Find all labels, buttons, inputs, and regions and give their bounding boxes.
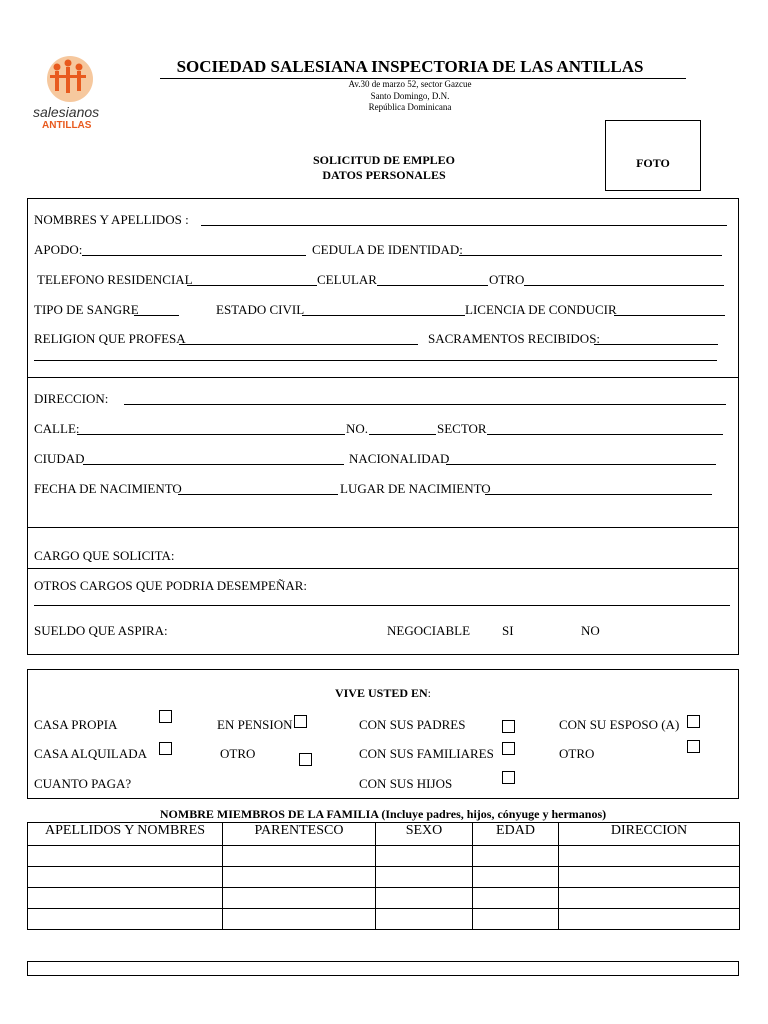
job-divider bbox=[27, 568, 739, 569]
table-cell[interactable] bbox=[473, 888, 559, 909]
table-cell[interactable] bbox=[223, 909, 376, 930]
address-line-3: República Dominicana bbox=[368, 102, 452, 112]
no-field[interactable] bbox=[369, 434, 436, 435]
col-apellidos-nombres: APELLIDOS Y NOMBRES bbox=[28, 823, 223, 846]
table-cell[interactable] bbox=[376, 867, 473, 888]
sangre-label: TIPO DE SANGRE bbox=[34, 302, 139, 317]
table-cell[interactable] bbox=[223, 846, 376, 867]
col-direccion: DIRECCION bbox=[559, 823, 740, 846]
con-hijos-checkbox[interactable] bbox=[502, 771, 515, 784]
otro-1-checkbox[interactable] bbox=[299, 753, 312, 766]
housing-title-text: VIVE USTED EN bbox=[334, 686, 428, 700]
logo bbox=[30, 55, 110, 135]
lugar-nacimiento-label: LUGAR DE NACIMIENTO bbox=[340, 481, 491, 496]
direccion-label: DIRECCION: bbox=[34, 391, 109, 406]
bottom-strip bbox=[27, 961, 739, 976]
logo-wordmark: salesianos bbox=[33, 104, 100, 120]
fecha-nacimiento-label: FECHA DE NACIMIENTO bbox=[34, 481, 182, 496]
con-esposo-checkbox[interactable] bbox=[687, 715, 700, 728]
cedula-field[interactable] bbox=[459, 255, 722, 256]
salesianos-logo-icon bbox=[30, 55, 110, 105]
en-pension-checkbox[interactable] bbox=[294, 715, 307, 728]
calle-label: CALLE: bbox=[34, 421, 80, 436]
otro-field[interactable] bbox=[524, 285, 724, 286]
table-cell[interactable] bbox=[376, 846, 473, 867]
sector-label: SECTOR bbox=[437, 421, 487, 436]
casa-propia-checkbox[interactable] bbox=[159, 710, 172, 723]
form-subtitle: DATOS PERSONALES bbox=[322, 168, 446, 182]
no-option[interactable]: NO bbox=[581, 623, 600, 638]
cedula-label: CEDULA DE IDENTIDAD: bbox=[312, 242, 463, 257]
address-line-1: Av.30 de marzo 52, sector Gazcue bbox=[348, 79, 472, 89]
apodo-field[interactable] bbox=[82, 255, 306, 256]
con-familiares-checkbox[interactable] bbox=[502, 742, 515, 755]
nombres-field[interactable] bbox=[201, 225, 727, 226]
casa-propia-label: CASA PROPIA bbox=[34, 717, 118, 732]
table-cell[interactable] bbox=[559, 846, 740, 867]
estado-civil-label: ESTADO CIVIL bbox=[216, 302, 305, 317]
telefono-field[interactable] bbox=[187, 285, 317, 286]
nacionalidad-field[interactable] bbox=[446, 464, 716, 465]
no-label: NO. bbox=[346, 421, 369, 436]
religion-label: RELIGION QUE PROFESA bbox=[34, 331, 186, 346]
telefono-label: TELEFONO RESIDENCIAL bbox=[37, 272, 193, 287]
otro-2-label: OTRO bbox=[559, 746, 595, 761]
fecha-nacimiento-field[interactable] bbox=[178, 494, 338, 495]
table-cell[interactable] bbox=[473, 909, 559, 930]
family-table bbox=[27, 822, 740, 930]
otro-label: OTRO bbox=[489, 272, 525, 287]
otro-1-label: OTRO bbox=[220, 746, 256, 761]
table-cell[interactable] bbox=[376, 888, 473, 909]
nacionalidad-label: NACIONALIDAD bbox=[349, 451, 450, 466]
si-option[interactable]: SI bbox=[502, 623, 514, 638]
lugar-nacimiento-field[interactable] bbox=[485, 494, 712, 495]
otros-cargos-label: OTROS CARGOS QUE PODRIA DESEMPEÑAR: bbox=[34, 578, 308, 593]
table-cell[interactable] bbox=[559, 867, 740, 888]
celular-label: CELULAR bbox=[317, 272, 377, 287]
licencia-field[interactable] bbox=[614, 315, 725, 316]
direccion-field[interactable] bbox=[124, 404, 726, 405]
table-cell[interactable] bbox=[223, 888, 376, 909]
address-line-2: Santo Domingo, D.N. bbox=[370, 91, 450, 101]
table-cell[interactable] bbox=[223, 867, 376, 888]
calle-field[interactable] bbox=[77, 434, 345, 435]
table-cell[interactable] bbox=[473, 867, 559, 888]
col-parentesco: PARENTESCO bbox=[223, 823, 376, 846]
otros-cargos-field[interactable] bbox=[34, 605, 730, 606]
table-cell[interactable] bbox=[28, 846, 223, 867]
table-cell[interactable] bbox=[28, 888, 223, 909]
casa-alquilada-checkbox[interactable] bbox=[159, 742, 172, 755]
housing-title bbox=[27, 686, 739, 700]
cuanto-paga-label: CUANTO PAGA? bbox=[34, 776, 132, 791]
en-pension-label: EN PENSION bbox=[217, 717, 293, 732]
col-sexo: SEXO bbox=[376, 823, 473, 846]
table-cell[interactable] bbox=[376, 909, 473, 930]
table-row bbox=[28, 888, 740, 909]
ciudad-field[interactable] bbox=[83, 464, 344, 465]
table-cell[interactable] bbox=[559, 888, 740, 909]
celular-field[interactable] bbox=[377, 285, 488, 286]
casa-alquilada-label: CASA ALQUILADA bbox=[34, 746, 148, 761]
con-hijos-label: CON SUS HIJOS bbox=[359, 776, 453, 791]
table-row bbox=[28, 867, 740, 888]
nombres-label: NOMBRES Y APELLIDOS : bbox=[34, 212, 189, 227]
con-padres-checkbox[interactable] bbox=[502, 720, 515, 733]
sacramentos-field[interactable] bbox=[594, 344, 718, 345]
family-table-header bbox=[28, 823, 740, 846]
photo-box bbox=[605, 120, 701, 191]
estado-civil-field[interactable] bbox=[302, 315, 465, 316]
sangre-field[interactable] bbox=[134, 315, 179, 316]
sector-field[interactable] bbox=[487, 434, 723, 435]
ciudad-label: CIUDAD bbox=[34, 451, 85, 466]
table-cell[interactable] bbox=[473, 846, 559, 867]
sueldo-label: SUELDO QUE ASPIRA: bbox=[34, 623, 168, 638]
con-esposo-label: CON SU ESPOSO (A) bbox=[559, 717, 680, 732]
col-edad: EDAD bbox=[473, 823, 559, 846]
housing-title-suffix: : bbox=[427, 686, 432, 700]
otro-2-checkbox[interactable] bbox=[687, 740, 700, 753]
apodo-label: APODO: bbox=[34, 242, 83, 257]
con-padres-label: CON SUS PADRES bbox=[359, 717, 466, 732]
organization-title: SOCIEDAD SALESIANA INSPECTORIA DE LAS ANTILLAS bbox=[176, 57, 644, 76]
cargo-label: CARGO QUE SOLICITA: bbox=[34, 548, 175, 563]
table-row bbox=[28, 846, 740, 867]
table-row bbox=[28, 909, 740, 930]
extra-line[interactable] bbox=[34, 360, 717, 361]
licencia-label: LICENCIA DE CONDUCIR bbox=[465, 302, 617, 317]
form-title: SOLICITUD DE EMPLEO bbox=[312, 153, 456, 167]
table-cell[interactable] bbox=[559, 909, 740, 930]
table-cell[interactable] bbox=[28, 867, 223, 888]
logo-subtitle: ANTILLAS bbox=[42, 120, 92, 131]
table-cell[interactable] bbox=[28, 909, 223, 930]
religion-field[interactable] bbox=[179, 344, 418, 345]
photo-label: FOTO bbox=[636, 156, 670, 170]
family-title: NOMBRE MIEMBROS DE LA FAMILIA (Incluye padres, hijos, cónyuge y hermanos) bbox=[159, 807, 607, 821]
negociable-label: NEGOCIABLE bbox=[387, 623, 471, 638]
con-familiares-label: CON SUS FAMILIARES bbox=[359, 746, 494, 761]
sacramentos-label: SACRAMENTOS RECIBIDOS: bbox=[428, 331, 601, 346]
